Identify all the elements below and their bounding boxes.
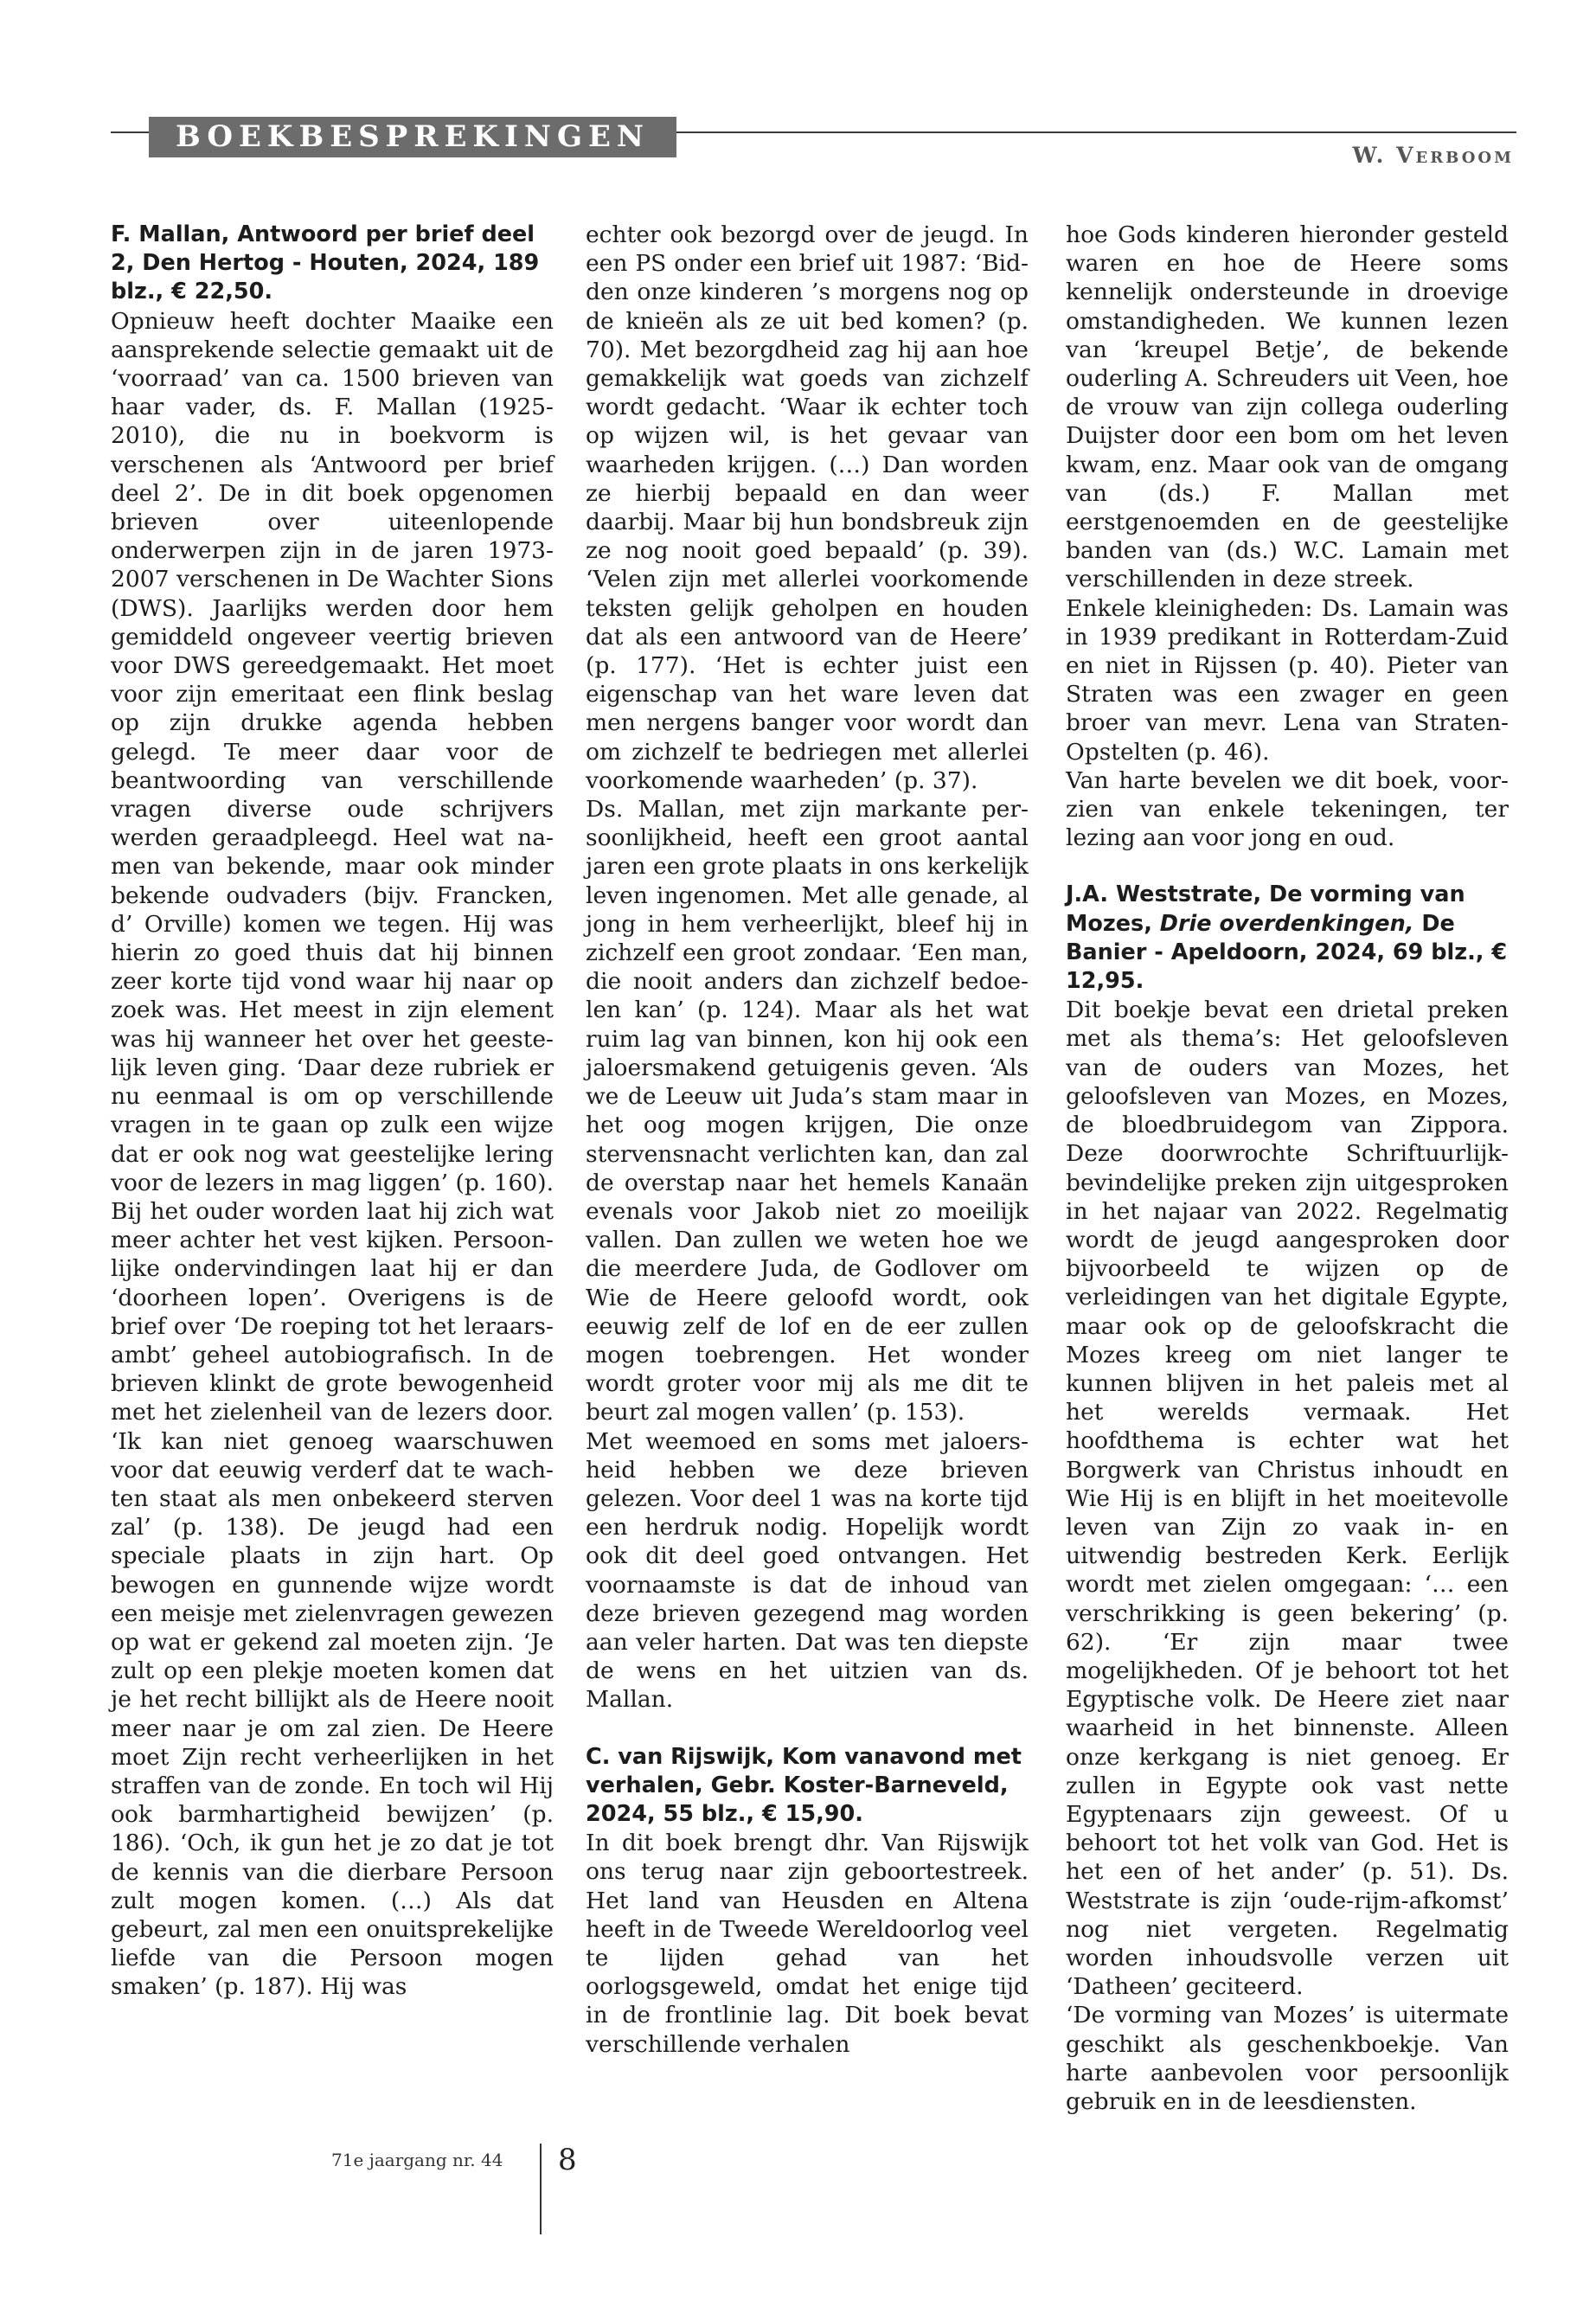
issue-label: 71e jaargang nr. 44 xyxy=(331,2150,503,2170)
review-heading-mallan: F. Mallan, Antwoord per brief deel 2, Den Hertog - Houten, 2024, 189 blz., € 22,50. xyxy=(111,221,540,305)
author-name: W. Verboom xyxy=(1352,143,1514,168)
review-heading-weststrate-author: J.A. Weststrate, De vorming van Mozes, xyxy=(1066,881,1465,937)
review-text-mallan-4: Met weemoed en soms met jaloersheid hebben we deze brieven gelezen. Voor deel 1 was na korte tijd een herdruk nodig. Hopelijk wordt ook dit deel goed ontvangen. Het voornaamste is dat de inhoud van deze brieven gezegend mag worden aan veler harten. Dat was ten diepste de wens en het uitzien van ds. Mallan. xyxy=(586,1427,1029,1714)
review-heading-weststrate xyxy=(1066,881,1509,996)
review-text-rijswijk-4: Van harte bevelen we dit boek, voorzien van enkele tekeningen, ter lezing aan voor jong en oud. xyxy=(1066,766,1509,852)
review-heading-weststrate-publisher: De Banier - Apeldoorn, 2024, 69 blz., € 12,95. xyxy=(1066,910,1508,995)
review-text-weststrate-2: ‘De vorming van Mozes’ is uitermate geschikt als geschenkboekje. Van harte aanbevolen voor persoonlijk gebruik en in de leesdiensten. xyxy=(1066,2002,1509,2115)
column-3 xyxy=(1066,221,1509,2184)
review-heading-weststrate-subtitle: Drie overdenkingen, xyxy=(1159,910,1414,937)
footer-divider xyxy=(540,2144,542,2234)
review-text-mallan-1: Opnieuw heeft dochter Maaike een aansprekende selectie gemaakt uit de ‘voorraad’ van ca. 1500 brieven van haar vader, ds. F. Mallan (1925-2010), die nu in boekvorm is verschenen als ‘Antwoord per brief deel 2’. De in dit boek opgenomen brieven over uiteenlopende onderwerpen zijn in de jaren 1973-2007 verschenen in De Wachter Sions (DWS). Jaarlijks werden door hem gemiddeld ongeveer veertig brieven voor DWS gereedgemaakt. Het moet voor zijn emeritaat een flink beslag op zijn drukke agenda hebben gelegd. Te meer daar voor de beantwoording van verschillende vragen diverse oude schrijvers werden geraadpleegd. Heel wat namen van bekende, maar ook minder bekende oudvaders (bijv. Francken, d’ Orville) komen we tegen. Hij was hierin zo goed thuis dat hij binnen zeer korte tijd vond waar hij naar op zoek was. Het meest in zijn element was hij wanneer het over het geestelijk leven ging. ‘Daar deze rubriek er nu eenmaal is om op verschillende vragen in te gaan op zulk een wijze dat er ook nog wat geestelijke lering voor de lezers in mag liggen’ (p. 160). Bij het ouder worden laat hij zich wat meer achter het vest kijken. Persoonlijke ondervindingen laat hij er dan ‘doorheen lopen’. Overigens is de brief over ‘De roeping tot het leraarsambt’ geheel autobiografisch. In de brieven klinkt de grote bewogenheid met het zielenheil van de lezers door. ‘Ik kan niet genoeg waarschuwen voor dat eeuwig verderf dat te wachten staat als men onbekeerd sterven zal’ (p. 138). De jeugd had een speciale plaats in zijn hart. Op bewogen en gunnende wijze wordt een meisje met zielenvragen gewezen op wat er gekend zal moeten zijn. ‘Je zult op een plekje moeten komen dat je het recht billijkt als de Heere nooit meer naar je om zal zien. De Heere moet Zijn recht verheerlijken in het straffen van de zonde. En toch wil Hij ook barmhartigheid bewijzen’ (p. 186). ‘Och, ik gun het je zo dat je tot de kennis van die dierbare Persoon zult mogen komen. (…) Als dat gebeurt, zal men een onuitsprekelijke liefde van die Persoon mogen smaken’ (p. 187). Hij was xyxy=(111,307,554,2001)
section-title: BOEKBESPREKINGEN xyxy=(176,119,650,154)
review-text-rijswijk-2: hoe Gods kinderen hieronder gesteld waren en hoe de Heere soms kennelijk ondersteunde in droevige omstandigheden. We kunnen lezen van ‘kreupel Betje’, de bekende ouderling A. Schreuders uit Veen, hoe de vrouw van zijn collega ouderling Duijster door een bom om het leven kwam, enz. Maar ook van de omgang van (ds.) F. Mallan met eerstgenoemden en de geestelijke banden van (ds.) W.C. Lamain met verschillenden in deze streek. xyxy=(1066,221,1509,593)
column-1 xyxy=(111,221,554,2184)
review-text-rijswijk-3: Enkele kleinigheden: Ds. Lamain was in 1939 predikant in Rotterdam-Zuid en niet in Rijssen (p. 40). Pieter van Straten was een zwager en geen broer van mevr. Lena van Straten-Opstelten (p. 46). xyxy=(1066,594,1509,766)
review-text-weststrate-1: Dit boekje bevat een drietal preken met als thema’s: Het geloofsleven van de ouders van Mozes, het geloofsleven van Mozes, en Mozes, de bloedbruidegom van Zippora. Deze doorwrochte Schriftuurlijk-bevindelijke preken zijn uitgesproken in het najaar van 2022. Regelmatig wordt de jeugd aangesproken door bijvoorbeeld te wijzen op de verleidingen van het digitale Egypte, maar ook op de geloofskracht die Mozes kreeg om niet langer te kunnen blijven in het paleis met al het werelds vermaak. Het hoofdthema is echter wat het Borgwerk van Christus inhoudt en Wie Hij is en blijft in het moeitevolle leven van Zijn zo vaak in- en uitwendig bestreden Kerk. Eerlijk wordt met zielen omgegaan: ‘… een verschrikking is geen bekering’ (p. 62). ‘Er zijn maar twee mogelijkheden. Of je behoort tot het Egyptische volk. De Heere ziet naar waarheid in het binnenste. Alleen onze kerkgang is niet genoeg. Er zullen in Egypte ook vast nette Egyptenaars zijn geweest. Of u behoort tot het volk van God. Het is het een of het ander’ (p. 51). Ds. Weststrate is zijn ‘oude-rijm-afkomst’ nog niet vergeten. Regelmatig worden inhoudsvolle verzen uit ‘Datheen’ geciteerd. xyxy=(1066,997,1509,2001)
review-text-rijswijk-1: In dit boek brengt dhr. Van Rijswijk ons terug naar zijn geboortestreek. Het land van Heusden en Altena heeft in de Tweede Wereldoorlog veel te lijden gehad van het oorlogsgeweld, omdat het enige tijd in de frontlinie lag. Dit boek bevat verschillende verhalen xyxy=(586,1830,1029,2058)
review-text-mallan-2: echter ook bezorgd over de jeugd. In een PS onder een brief uit 1987: ‘Bidden onze kinderen ’s morgens nog op de knieën als ze uit bed komen? (p. 70). Met bezorgdheid zag hij aan hoe gemakkelijk wat goeds van zichzelf wordt gedacht. ‘Waar ik echter toch op wijzen wil, is het gevaar van waarheden krijgen. (…) Dan worden ze hierbij bepaald en dan weer daarbij. Maar bij hun bondsbreuk zijn ze nog nooit goed bepaald’ (p. 39). ‘Velen zijn met allerlei voorkomende teksten gelijk geholpen en houden dat als een antwoord van de Heere’ (p. 177). ‘Het is echter juist een eigenschap van het ware leven dat men nergens banger voor wordt dan om zichzelf te bedriegen met allerlei voorkomende waarheden’ (p. 37). xyxy=(586,221,1029,794)
review-heading-rijswijk: C. van Rijswijk, Kom vanavond met verhalen, Gebr. Koster-Barneveld, 2024, 55 blz., € 15,90. xyxy=(586,1743,1022,1827)
section-header-bar xyxy=(149,117,676,157)
page-number: 8 xyxy=(558,2143,577,2177)
column-2 xyxy=(586,221,1029,2184)
review-text-mallan-3: Ds. Mallan, met zijn markante persoonlijkheid, heeft een groot aantal jaren een grote plaats in ons kerkelijk leven ingenomen. Met alle genade, al jong in hem verheerlijkt, bleef hij in zichzelf een groot zondaar. ‘Een man, die nooit anders dan zichzelf bedoelen kan’ (p. 124). Maar als het wat ruim lag van binnen, kon hij ook een jaloersmakend getuigenis geven. ‘Als we de Leeuw uit Juda’s stam maar in het oog mogen krijgen, Die onze stervensnacht verlichten kan, dan zal de overstap naar het hemels Kanaän evenals voor Jakob niet zo moeilijk vallen. Dan zullen we weten hoe we die meerdere Juda, de Godlover om Wie de Heere geloofd wordt, ook eeuwig zelf de lof en de eer zullen mogen toebrengen. Het wonder wordt groter voor mij als me dit te beurt zal mogen vallen’ (p. 153). xyxy=(586,796,1029,1426)
